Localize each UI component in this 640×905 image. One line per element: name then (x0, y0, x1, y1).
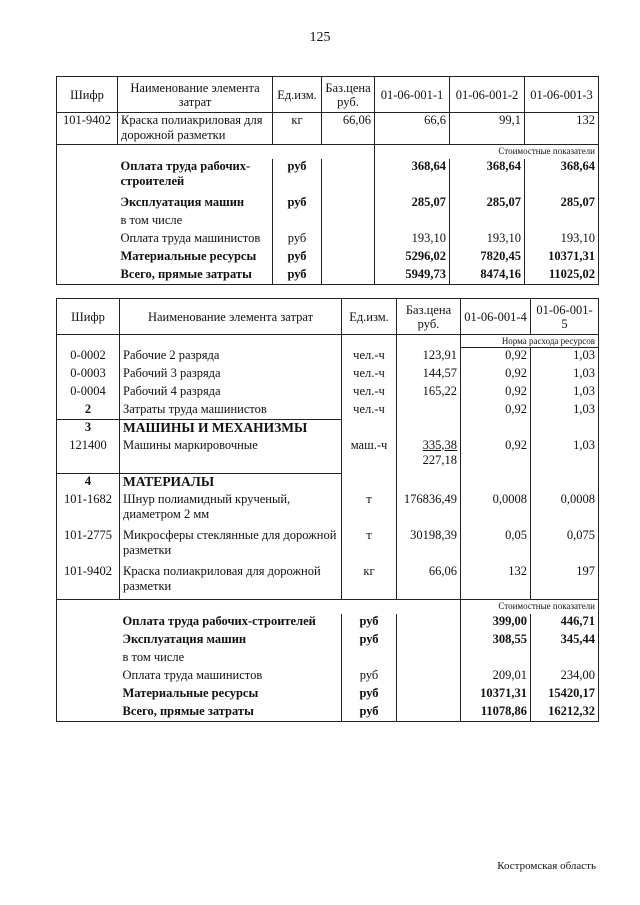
cost-row (57, 704, 599, 722)
row-code: 101-9402 (57, 113, 118, 145)
row-code: 2 (57, 402, 120, 420)
row-price: 165,22 (397, 384, 461, 402)
header-col-3: 01-06-001-3 (525, 77, 599, 113)
header-base-price: Баз.цена руб. (322, 77, 375, 113)
page-number: 125 (309, 30, 331, 45)
row-name: Микросферы стеклянные для дорожной разметки (120, 528, 342, 564)
row-value-5: 1,03 (531, 402, 599, 420)
header-col-1: 01-06-001-1 (375, 77, 450, 113)
cost-unit: руб (273, 195, 322, 213)
cost-unit: руб (342, 668, 397, 686)
row-unit: чел.-ч (342, 402, 397, 420)
cost-row (57, 195, 599, 213)
row-value-5: 197 (531, 564, 599, 600)
row-name: МАШИНЫ И МЕХАНИЗМЫ (120, 420, 342, 438)
row-code: 101-1682 (57, 492, 120, 528)
cost-name: Оплата труда машинистов (122, 667, 263, 682)
table-row (57, 113, 599, 145)
cost-row (57, 249, 599, 267)
row-code: 0-0002 (57, 348, 120, 366)
row-unit: маш.-ч (342, 438, 397, 474)
resource-table-2 (56, 298, 599, 722)
header-name: Наименование элемента затрат (118, 77, 273, 113)
row-code: 101-9402 (57, 564, 120, 600)
cost-value-3: 368,64 (525, 159, 599, 195)
cost-unit: руб (342, 704, 397, 722)
header-col-2: 01-06-001-2 (450, 77, 525, 113)
row-price: 144,57 (397, 366, 461, 384)
row-price-secondary: 227,18 (422, 452, 457, 467)
cost-value-4: 10371,31 (461, 686, 531, 704)
cost-value-1: 368,64 (375, 159, 450, 195)
row-code: 3 (57, 420, 120, 438)
cost-value-5: 234,00 (531, 668, 599, 686)
row-unit: чел.-ч (342, 366, 397, 384)
cost-value-2: 7820,45 (450, 249, 525, 267)
row-code: 121400 (57, 438, 120, 474)
row-value-4: 0,92 (461, 366, 531, 384)
row-value-4: 0,05 (461, 528, 531, 564)
cost-value-2: 285,07 (450, 195, 525, 213)
row-value-5: 0,0008 (531, 492, 599, 528)
cost-value-3: 193,10 (525, 231, 599, 249)
cost-row (57, 632, 599, 650)
cost-name: Оплата труда рабочих-строителей (122, 613, 316, 628)
cost-value-5: 15420,17 (531, 686, 599, 704)
header-code: Шифр (57, 299, 120, 335)
cost-row (57, 668, 599, 686)
cost-unit: руб (342, 686, 397, 704)
table-row (57, 366, 599, 384)
row-price: 176836,49 (397, 492, 461, 528)
cost-name: Эксплуатация машин (122, 631, 247, 646)
cost-name: Материальные ресурсы (120, 248, 257, 263)
norm-label: Норма расхода ресурсов (461, 335, 599, 348)
cost-row (57, 267, 599, 285)
header-code: Шифр (57, 77, 118, 113)
row-code: 0-0003 (57, 366, 120, 384)
row-value-4: 0,92 (461, 384, 531, 402)
row-name: Машины маркировочные (120, 438, 342, 474)
row-value-4: 132 (461, 564, 531, 600)
cost-row (57, 614, 599, 632)
header-unit: Ед.изм. (273, 77, 322, 113)
section-label: Стоимостные показатели (461, 600, 599, 614)
row-price: 30198,39 (397, 528, 461, 564)
cost-name: Оплата труда машинистов (120, 230, 261, 245)
row-unit: кг (342, 564, 397, 600)
row-price: 123,91 (397, 348, 461, 366)
cost-value-4: 209,01 (461, 668, 531, 686)
row-price: 66,06 (397, 564, 461, 600)
row-value-2: 99,1 (450, 113, 525, 145)
row-name: Рабочий 4 разряда (120, 384, 342, 402)
row-code: 0-0004 (57, 384, 120, 402)
table-row (57, 438, 599, 474)
footer-region: Костромская область (497, 860, 596, 872)
row-value-4: 0,92 (461, 348, 531, 366)
cost-row (57, 231, 599, 249)
row-value-5: 1,03 (531, 438, 599, 474)
row-name: Затраты труда машинистов (120, 402, 342, 420)
row-name: МАТЕРИАЛЫ (120, 474, 342, 492)
header-name: Наименование элемента затрат (120, 299, 342, 335)
row-name: Рабочий 3 разряда (120, 366, 342, 384)
row-name: Краска полиакриловая для дорожной разметки (118, 113, 273, 145)
cost-name: Всего, прямые затраты (120, 704, 342, 722)
cost-value-5: 345,44 (531, 632, 599, 650)
table-row (57, 402, 599, 420)
cost-name: Материальные ресурсы (122, 685, 259, 700)
row-value-5: 0,075 (531, 528, 599, 564)
row-value-4: 0,92 (461, 438, 531, 474)
cost-unit: руб (342, 614, 397, 632)
cost-unit: руб (273, 267, 322, 285)
table-row (57, 528, 599, 564)
cost-value-1: 5296,02 (375, 249, 450, 267)
table-row (57, 348, 599, 366)
cost-name: в том числе (122, 649, 185, 664)
row-value-1: 66,6 (375, 113, 450, 145)
cost-value-3: 10371,31 (525, 249, 599, 267)
cost-value-2: 193,10 (450, 231, 525, 249)
row-value-4: 0,0008 (461, 492, 531, 528)
header-col-5: 01-06-001-5 (531, 299, 599, 335)
header-unit: Ед.изм. (342, 299, 397, 335)
cost-unit: руб (273, 249, 322, 267)
cost-name: в том числе (120, 212, 183, 227)
cost-value-1: 193,10 (375, 231, 450, 249)
row-name: Краска полиакриловая для дорожной разметки (120, 564, 342, 600)
table-row (57, 384, 599, 402)
row-unit: т (342, 528, 397, 564)
cost-name: Оплата труда рабочих-строителей (120, 158, 251, 188)
cost-value-4: 399,00 (461, 614, 531, 632)
cost-row (57, 159, 599, 195)
row-unit: чел.-ч (342, 384, 397, 402)
table-row (57, 492, 599, 528)
row-name: Шнур полиамидный крученый, диаметром 2 мм (120, 492, 342, 528)
cost-unit: руб (273, 159, 322, 195)
row-name: Рабочие 2 разряда (120, 348, 342, 366)
cost-value-3: 285,07 (525, 195, 599, 213)
cost-value-1: 5949,73 (375, 267, 450, 285)
cost-value-4: 308,55 (461, 632, 531, 650)
cost-row (57, 686, 599, 704)
section-label: Стоимостные показатели (375, 145, 599, 159)
cost-value-1: 285,07 (375, 195, 450, 213)
row-value-5: 1,03 (531, 348, 599, 366)
row-value-5: 1,03 (531, 366, 599, 384)
cost-value-5: 446,71 (531, 614, 599, 632)
cost-name: Всего, прямые затраты (118, 267, 273, 285)
cost-value-5: 16212,32 (531, 704, 599, 722)
table-row (57, 564, 599, 600)
cost-row (57, 650, 599, 668)
cost-row (57, 213, 599, 231)
section-row (57, 474, 599, 492)
cost-value-4: 11078,86 (461, 704, 531, 722)
row-unit: т (342, 492, 397, 528)
header-col-4: 01-06-001-4 (461, 299, 531, 335)
row-unit: чел.-ч (342, 348, 397, 366)
row-code: 4 (57, 474, 120, 492)
cost-value-2: 8474,16 (450, 267, 525, 285)
cost-unit: руб (273, 231, 322, 249)
cost-unit: руб (342, 632, 397, 650)
cost-value-3: 11025,02 (525, 267, 599, 285)
row-value-5: 1,03 (531, 384, 599, 402)
row-value-4: 0,92 (461, 402, 531, 420)
cost-name: Эксплуатация машин (120, 194, 245, 209)
resource-table-1 (56, 76, 599, 285)
row-unit: кг (273, 113, 322, 145)
row-value-3: 132 (525, 113, 599, 145)
section-row (57, 420, 599, 438)
cost-value-2: 368,64 (450, 159, 525, 195)
header-base-price: Баз.цена руб. (397, 299, 461, 335)
row-code: 101-2775 (57, 528, 120, 564)
row-price: 66,06 (322, 113, 375, 145)
row-price: 335,38 (422, 437, 457, 452)
